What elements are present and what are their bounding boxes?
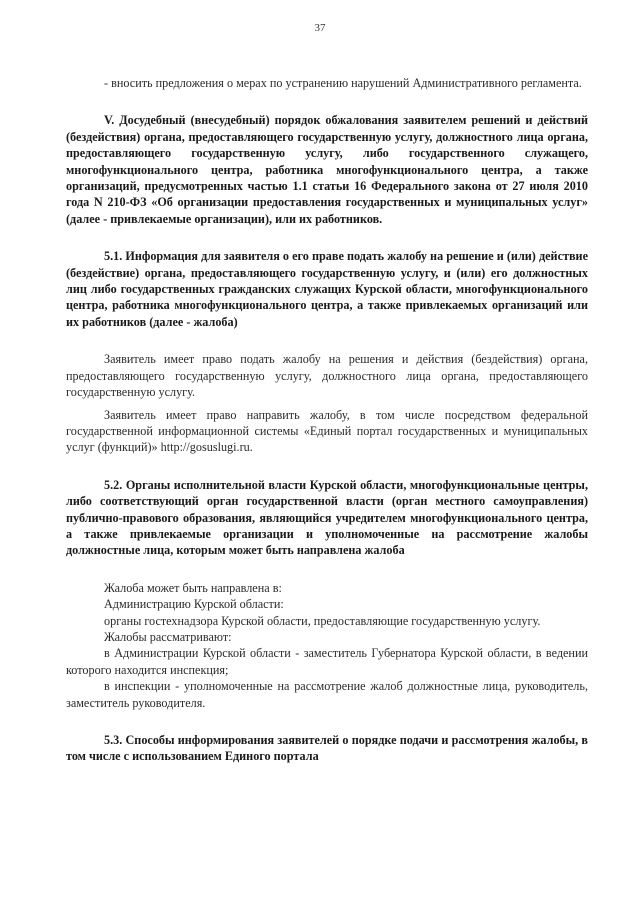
section-5-2-heading: 5.2. Органы исполнительной власти Курской области, многофункциональные центры, либо соответствующий орган государственной власти (орган местного самоуправления) публично-правового образования, являющийся учредителем многофункционального центра, а также привлекаемые организации и уполномоченные на рассмотрение жалобы должностные лица, которым может быть направлена жалоба <box>66 477 588 558</box>
section-5-3-heading: 5.3. Способы информирования заявителей о порядке подачи и рассмотрения жалобы, в том числе с использованием Единого портала <box>66 733 588 764</box>
section-5-1-paragraph-1: Заявитель имеет право подать жалобу на решения и действия (бездействия) органа, предоставляющего государственную услугу, должностного лица органа, предоставляющего государственную услугу. <box>66 352 588 400</box>
section-5-2-body <box>66 580 588 711</box>
body-line: в Администрации Курской области - заместитель Губернатора Курской области, в ведении которого находится инспекция; <box>66 646 588 677</box>
section-v-heading: V. Досудебный (внесудебный) порядок обжалования заявителем решений и действий (бездействия) органа, предоставляющего государственную услугу, должностного лица органа, предоставляющего государственную услугу, либо государственного служащего, многофункционального центра, работника многофункционального центра, а также организаций, предусмотренных частью 1.1 статьи 16 Федерального закона от 27 июля 2010 года N 210-ФЗ «Об организации предоставления государственных и муниципальных услуг» (далее - привлекаемые организации), или их работников. <box>66 113 588 226</box>
body-line: Администрацию Курской области: <box>104 597 284 612</box>
intro-paragraph: - вносить предложения о мерах по устранению нарушений Административного регламента. <box>104 76 582 90</box>
body-line: Жалобы рассматривают: <box>104 629 232 644</box>
section-5-1-paragraph-2: Заявитель имеет право направить жалобу, в том числе посредством федеральной государственной информационной системы «Единый портал государственных и муниципальных услуг (функций)» http://gosuslugi.ru. <box>66 407 588 455</box>
body-line: в инспекции - уполномоченные на рассмотрение жалоб должностные лица, руководитель, заместитель руководителя. <box>66 679 588 710</box>
section-5-1-heading: 5.1. Информация для заявителя о его праве подать жалобу на решение и (или) действие (бездействие) органа, предоставляющего государственную услугу, и (или) его должностных лиц либо государственных гражданских служащих Курской области, многофункционального центра, работника многофункционального центра, а также привлекаемых организаций или их работников (далее - жалоба) <box>66 249 588 329</box>
body-line: Жалоба может быть направлена в: <box>104 580 282 595</box>
body-line: органы гостехнадзора Курской области, предоставляющие государственную услугу. <box>104 613 541 628</box>
page-number: 37 <box>314 22 326 34</box>
